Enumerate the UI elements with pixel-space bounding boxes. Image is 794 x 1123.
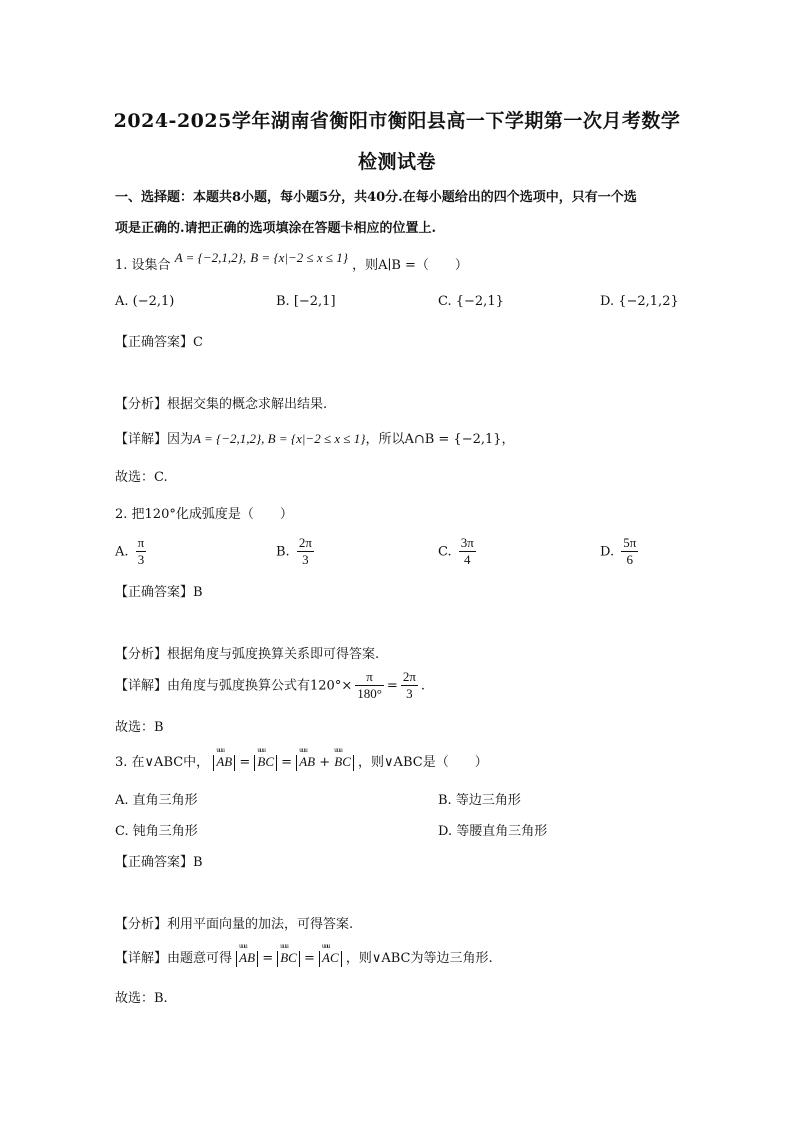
q3-detail-vec-ac: uuu AC <box>322 951 339 966</box>
q3-option-d: D. 等腰直角三角形 <box>438 824 548 839</box>
q3-detail-prefix: 【详解】由题意可得 <box>115 951 233 966</box>
q1-detail-math: A = {−2,1,2}, B = {x|−2 ≤ x ≤ 1} <box>193 431 366 446</box>
q1-prefix: 1. 设集合 <box>115 258 171 273</box>
q1-detail-prefix: 【详解】因为 <box>115 432 194 447</box>
q3-vec-bc-2: uuu BC <box>334 755 351 770</box>
q2-detail-eq: = <box>386 678 398 694</box>
document-title-line1: 2024-2025学年湖南省衡阳市衡阳县高一下学期第一次月考数学 <box>113 110 681 132</box>
q3-vec-ab: uuu AB <box>216 755 232 770</box>
q3-analysis: 【分析】利用平面向量的加法，可得答案. <box>115 917 354 932</box>
q3-stem-suffix: ，则∨ABC是（ ） <box>358 755 488 770</box>
section-heading-cont: 项是正确的.请把正确的选项填涂在答题卡相应的位置上. <box>115 221 437 236</box>
q1-analysis: 【分析】根据交集的概念求解出结果. <box>115 397 328 412</box>
q3-option-a: A. 直角三角形 <box>115 793 198 808</box>
q3-answer: 【正确答案】B <box>115 855 203 870</box>
q2-option-d-num: 5π <box>621 535 638 552</box>
q1-option-d: D. {−2,1,2} <box>600 294 679 309</box>
q2-option-c-num: 3π <box>459 535 476 552</box>
question-2-stem: 2. 把120°化成弧度是（ ） <box>115 507 293 522</box>
q2-option-a-den: 3 <box>137 552 145 568</box>
q1-detail <box>115 428 515 447</box>
q3-vec-ab-2: uuu AB <box>299 755 315 770</box>
q1-set-b: B = {x|−2 ≤ x ≤ 1} <box>250 250 349 265</box>
q2-option-d <box>600 535 641 569</box>
q1-option-a: A. (−2,1) <box>115 294 175 309</box>
q2-option-c <box>438 535 479 569</box>
q3-option-b: B. 等边三角形 <box>438 793 521 808</box>
q2-option-d-letter: D. <box>600 544 615 560</box>
q2-analysis: 【分析】根据角度与弧度换算关系即可得答案. <box>115 647 380 662</box>
q2-detail-f2-num: 2π <box>401 669 418 686</box>
q2-option-b-letter: B. <box>276 544 290 560</box>
q2-detail <box>115 669 425 703</box>
q2-option-c-letter: C. <box>438 544 452 560</box>
q3-conclusion: 故选：B. <box>115 991 168 1006</box>
q1-ask: ，则A∣B =（ ） <box>352 258 468 273</box>
q3-detail: 【详解】由题意可得 uuu AB = uuu BC = uuu AC ，则∨ABC为等边三角形. <box>115 947 493 967</box>
q2-option-a <box>115 535 149 569</box>
q2-option-d-den: 6 <box>626 552 634 568</box>
q2-option-a-num: π <box>136 535 147 552</box>
q2-option-c-den: 4 <box>464 552 471 568</box>
q1-detail-suffix: ，所以A∩B = {−2,1}， <box>365 432 515 447</box>
q2-detail-f1-den: 180° <box>357 686 382 702</box>
q2-detail-f2-den: 3 <box>406 686 413 702</box>
q2-detail-end: . <box>420 678 426 694</box>
q3-detail-vec-ab: uuu AB <box>239 951 255 966</box>
q1-conclusion: 故选：C. <box>115 470 168 485</box>
q1-option-b: B. [−2,1] <box>276 294 336 309</box>
question-1-stem: 1. 设集合 A = {−2,1,2}, B = {x|−2 ≤ x ≤ 1} ，则A∣B =（ ） <box>115 250 468 273</box>
q2-detail-f1-num: π <box>355 669 384 686</box>
q3-stem-prefix: 3. 在∨ABC中， <box>115 755 210 770</box>
section-heading: 一、选择题：本题共8小题，每小题5分，共40分.在每小题给出的四个选项中，只有一个选 <box>115 190 637 205</box>
q1-option-c: C. {−2,1} <box>438 294 504 309</box>
q3-vec-bc: uuu BC <box>257 755 274 770</box>
q3-detail-vec-bc: uuu BC <box>280 951 297 966</box>
q1-answer: 【正确答案】C <box>115 335 203 350</box>
q2-option-a-letter: A. <box>115 544 129 560</box>
q2-conclusion: 故选：B <box>115 720 164 735</box>
q2-option-b-den: 3 <box>302 552 309 568</box>
q2-answer: 【正确答案】B <box>115 585 203 600</box>
question-3-stem: 3. 在∨ABC中， uuu AB = uuu BC = uuu AB + uuu BC ，则∨ABC是（ ） <box>115 751 488 771</box>
q2-option-b <box>276 535 317 569</box>
q1-set-a: A = {−2,1,2} <box>174 250 243 265</box>
q3-option-c: C. 钝角三角形 <box>115 824 198 839</box>
document-title-line2: 检测试卷 <box>357 151 436 173</box>
q2-detail-prefix: 【详解】由角度与弧度换算公式有120°× <box>115 678 353 694</box>
q2-option-b-num: 2π <box>297 535 314 552</box>
q3-detail-suffix: ，则∨ABC为等边三角形. <box>345 951 493 966</box>
